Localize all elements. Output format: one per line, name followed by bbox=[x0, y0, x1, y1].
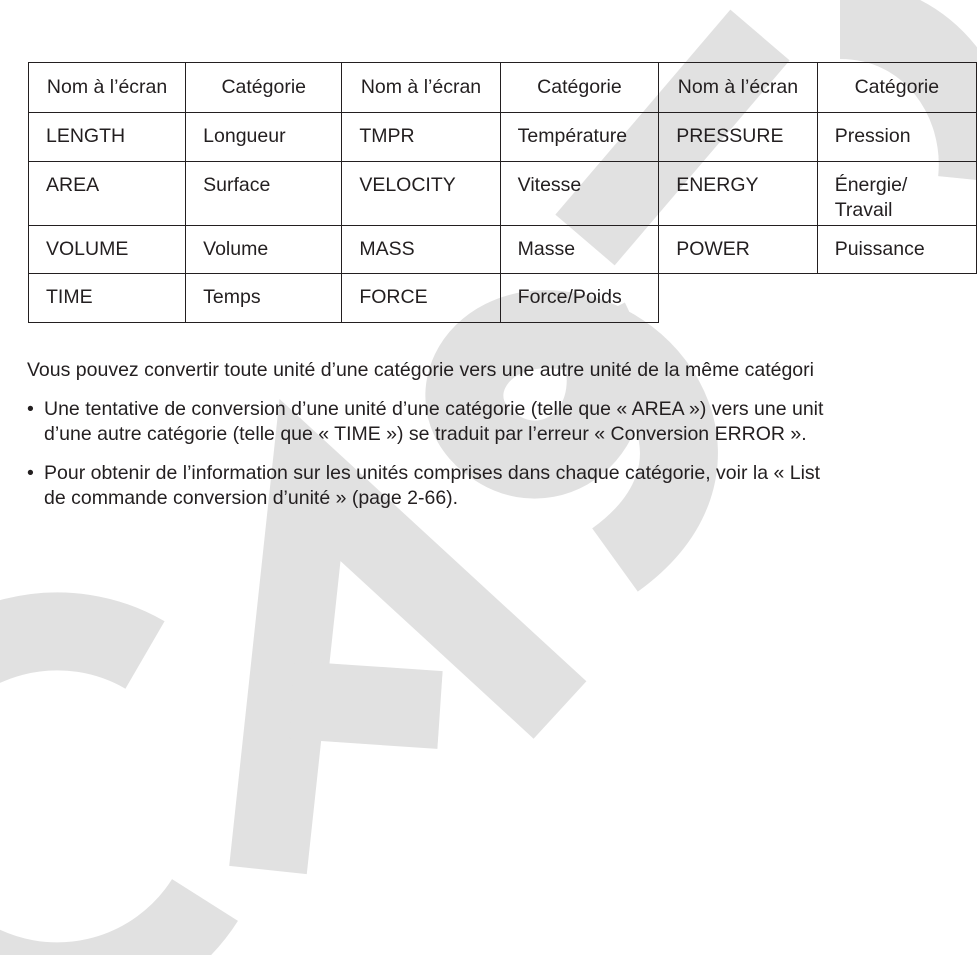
table-empty-cell bbox=[817, 274, 976, 323]
table-header-cell: Nom à l’écran bbox=[342, 63, 500, 113]
table-cell: Puissance bbox=[817, 226, 976, 274]
bullet-text bbox=[44, 397, 823, 447]
table-cell-line: Énergie/ bbox=[834, 174, 908, 196]
table-header-cell: Nom à l’écran bbox=[659, 63, 818, 113]
table-cell: Longueur bbox=[186, 113, 342, 162]
table-header-row bbox=[29, 63, 977, 113]
unit-category-table bbox=[28, 62, 977, 323]
table-row bbox=[29, 226, 977, 274]
bullet-line: d’une autre catégorie (telle que « TIME ») se traduit par l’erreur « Conversion ERROR ». bbox=[44, 423, 807, 445]
table-header-cell: Catégorie bbox=[186, 63, 342, 113]
table-cell: Masse bbox=[500, 226, 659, 274]
table-cell: AREA bbox=[29, 162, 186, 226]
table-cell: MASS bbox=[342, 226, 500, 274]
table-cell: Pression bbox=[817, 113, 976, 162]
table-cell: LENGTH bbox=[29, 113, 186, 162]
table-cell: Volume bbox=[186, 226, 342, 274]
bullet-line: de commande conversion d’unité » (page 2-66). bbox=[44, 487, 459, 509]
table-empty-cell bbox=[659, 274, 818, 323]
table-cell bbox=[817, 162, 976, 226]
table-cell: VELOCITY bbox=[342, 162, 500, 226]
intro-paragraph: Vous pouvez convertir toute unité d’une catégorie vers une autre unité de la même catégori bbox=[27, 359, 814, 381]
table-cell: PRESSURE bbox=[659, 113, 818, 162]
table-cell: Temps bbox=[186, 274, 342, 323]
table-header-cell: Nom à l’écran bbox=[29, 63, 186, 113]
table-cell: Température bbox=[500, 113, 659, 162]
table-cell: Force/Poids bbox=[500, 274, 659, 323]
table-row bbox=[29, 274, 977, 323]
table-cell: TIME bbox=[29, 274, 186, 323]
bullet-marker: • bbox=[27, 398, 34, 420]
bullet-line: Pour obtenir de l’information sur les unités comprises dans chaque catégorie, voir la « List bbox=[44, 462, 821, 484]
bullet-line: Une tentative de conversion d’une unité d’une catégorie (telle que « AREA ») vers une unit bbox=[44, 398, 824, 420]
table-cell: FORCE bbox=[342, 274, 500, 323]
table-row bbox=[29, 113, 977, 162]
table-header-cell: Catégorie bbox=[500, 63, 659, 113]
table-cell: Vitesse bbox=[500, 162, 659, 226]
table-cell: POWER bbox=[659, 226, 818, 274]
table-cell: TMPR bbox=[342, 113, 500, 162]
bullet-text bbox=[44, 461, 820, 511]
table-cell: ENERGY bbox=[659, 162, 818, 226]
table-header-cell: Catégorie bbox=[817, 63, 976, 113]
table-cell: VOLUME bbox=[29, 226, 186, 274]
table-cell: Surface bbox=[186, 162, 342, 226]
table-cell-line: Travail bbox=[834, 199, 893, 221]
bullet-marker: • bbox=[27, 462, 34, 484]
table-row bbox=[29, 162, 977, 226]
